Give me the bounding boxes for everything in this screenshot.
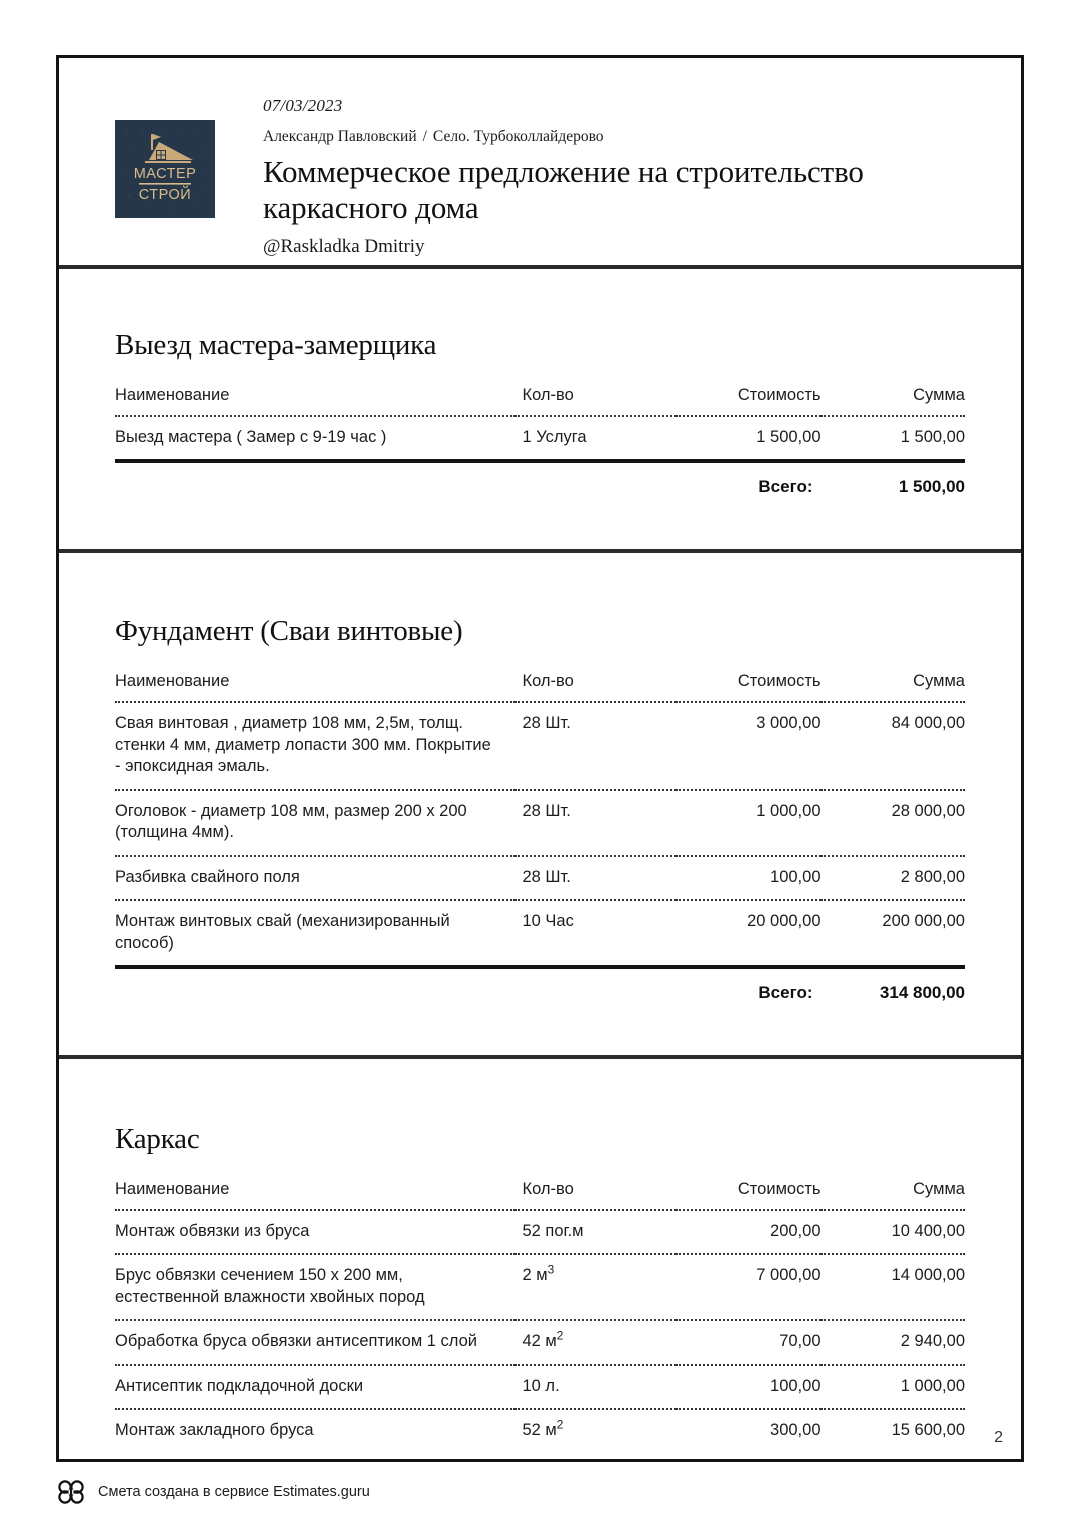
cell-qty xyxy=(515,790,677,856)
cell-qty-value: 10 л. xyxy=(522,1376,560,1395)
location-name: Село. Турбоколлайдерово xyxy=(432,128,604,145)
column-header-name: Наименование xyxy=(115,672,515,702)
table-header-row xyxy=(115,386,965,416)
table-row xyxy=(115,1210,965,1254)
cell-price: 1 000,00 xyxy=(676,790,821,856)
cell-sum: 1 000,00 xyxy=(821,1365,966,1409)
table-row xyxy=(115,900,965,965)
estimate-table xyxy=(115,1180,965,1453)
cell-qty-value: 52 пог.м xyxy=(522,1221,584,1240)
cell-qty xyxy=(515,1210,677,1254)
total-label: Всего: xyxy=(758,982,813,1002)
table-row xyxy=(115,702,965,789)
cell-qty xyxy=(515,1254,677,1320)
cell-name: Выезд мастера ( Замер с 9-19 час ) xyxy=(115,428,387,446)
cell-qty xyxy=(515,1365,677,1409)
company-logo xyxy=(115,96,215,218)
table-row xyxy=(115,1365,965,1409)
cell-name: Монтаж обвязки из бруса xyxy=(115,1210,515,1254)
column-header-sum: Сумма xyxy=(821,386,966,416)
svg-text:МАСТЕР: МАСТЕР xyxy=(133,166,197,182)
cell-qty xyxy=(515,900,677,965)
section-fundament xyxy=(59,553,1021,1055)
cell-qty xyxy=(515,416,677,459)
table-row xyxy=(115,1320,965,1364)
table-row xyxy=(115,856,965,900)
column-header-sum: Сумма xyxy=(821,1180,966,1210)
cell-price: 3 000,00 xyxy=(676,702,821,789)
cell-sum: 84 000,00 xyxy=(821,702,966,789)
column-header-qty: Кол-во xyxy=(515,1180,677,1210)
estimate-table xyxy=(115,672,965,965)
cell-name: Свая винтовая , диаметр 108 мм, 2,5м, толщ. стенки 4 мм, диаметр лопасти 300 мм. Покрытие - эпоксидная эмаль. xyxy=(115,702,515,789)
logo-box xyxy=(115,120,215,218)
column-header-qty: Кол-во xyxy=(515,672,677,702)
cell-qty-value: 28 Шт. xyxy=(522,714,571,733)
table-row xyxy=(115,416,965,459)
total-row xyxy=(115,463,965,497)
page-title: Коммерческое предложение на строительство каркасного дома xyxy=(263,154,864,225)
cell-price: 1 500,00 xyxy=(756,428,821,446)
cell-sum: 1 500,00 xyxy=(900,428,965,446)
section-title: Фундамент (Сваи винтовые) xyxy=(115,615,463,648)
column-header-name: Наименование xyxy=(115,386,515,416)
cell-qty-value: 28 Шт. xyxy=(522,801,571,820)
section-karkas xyxy=(59,1059,1021,1463)
cell-qty-unit-exponent: 2 xyxy=(556,1328,564,1343)
document-date: 07/03/2023 xyxy=(263,96,343,115)
cell-price: 7 000,00 xyxy=(676,1254,821,1320)
cell-qty-unit-exponent: 3 xyxy=(547,1262,555,1277)
cell-sum: 14 000,00 xyxy=(821,1254,966,1320)
total-row xyxy=(115,969,965,1003)
cell-price: 200,00 xyxy=(676,1210,821,1254)
cell-sum: 28 000,00 xyxy=(821,790,966,856)
cell-qty xyxy=(515,702,677,789)
cell-name: Монтаж винтовых свай (механизированный способ) xyxy=(115,912,450,952)
cell-name: Антисептик подкладочной доски xyxy=(115,1365,515,1409)
cell-sum: 10 400,00 xyxy=(821,1210,966,1254)
cell-qty xyxy=(515,1320,677,1364)
cell-qty-value: 52 м xyxy=(522,1421,557,1440)
cell-qty-value: 1 Услуга xyxy=(522,428,587,446)
cell-qty-value: 10 Час xyxy=(522,912,574,931)
cell-price: 70,00 xyxy=(676,1320,821,1364)
cell-qty-value: 28 Шт. xyxy=(522,867,571,886)
cell-price: 100,00 xyxy=(676,856,821,900)
cell-qty-unit-exponent: 2 xyxy=(556,1417,564,1432)
cell-sum: 15 600,00 xyxy=(891,1421,965,1440)
meta-separator: / xyxy=(422,128,427,145)
cell-name: Монтаж закладного бруса xyxy=(115,1421,314,1440)
column-header-sum: Сумма xyxy=(821,672,966,702)
table-header-row xyxy=(115,1180,965,1210)
estimate-table xyxy=(115,386,965,459)
cell-name: Оголовок - диаметр 108 мм, размер 200 х 200 (толщина 4мм). xyxy=(115,790,515,856)
table-header-row xyxy=(115,672,965,702)
section-vyezd-mastera xyxy=(59,269,1021,549)
table-row xyxy=(115,1409,965,1452)
client-name: Александр Павловский xyxy=(263,128,417,145)
column-header-price: Стоимость xyxy=(676,672,821,702)
cell-price: 100,00 xyxy=(676,1365,821,1409)
cell-sum: 2 940,00 xyxy=(821,1320,966,1364)
column-header-qty: Кол-во xyxy=(515,386,677,416)
document-meta xyxy=(263,128,991,146)
total-value: 314 800,00 xyxy=(879,982,965,1002)
cell-price: 20 000,00 xyxy=(747,912,821,931)
cell-qty xyxy=(515,1409,677,1452)
footer-text: Смета создана в сервисе Estimates.guru xyxy=(98,1484,370,1500)
document-footer xyxy=(56,1479,370,1505)
section-title: Выезд мастера-замерщика xyxy=(115,329,437,361)
cell-qty xyxy=(515,856,677,900)
clover-logo-icon xyxy=(56,1479,86,1505)
column-header-price: Стоимость xyxy=(676,386,821,416)
cell-name: Брус обвязки сечением 150 х 200 мм, естественной влажности хвойных пород xyxy=(115,1254,515,1320)
author-handle: @Raskladka Dmitriy xyxy=(263,235,425,257)
document-page xyxy=(56,55,1024,1462)
cell-sum: 200 000,00 xyxy=(882,912,965,931)
svg-text:СТРОЙ: СТРОЙ xyxy=(138,187,192,203)
column-header-name: Наименование xyxy=(115,1180,515,1210)
column-header-price: Стоимость xyxy=(676,1180,821,1210)
cell-name: Обработка бруса обвязки антисептиком 1 слой xyxy=(115,1320,515,1364)
section-title: Каркас xyxy=(115,1122,200,1155)
cell-qty-value: 2 м xyxy=(522,1266,548,1285)
cell-qty-value: 42 м xyxy=(522,1332,557,1351)
cell-price: 300,00 xyxy=(770,1421,821,1440)
cell-sum: 2 800,00 xyxy=(821,856,966,900)
cell-name: Разбивка свайного поля xyxy=(115,856,515,900)
total-label: Всего: xyxy=(758,477,813,497)
header-text-block xyxy=(263,96,991,258)
table-row xyxy=(115,790,965,856)
page-number: 2 xyxy=(994,1429,1003,1446)
total-value: 1 500,00 xyxy=(898,477,965,497)
document-header xyxy=(59,58,1021,265)
table-row xyxy=(115,1254,965,1320)
